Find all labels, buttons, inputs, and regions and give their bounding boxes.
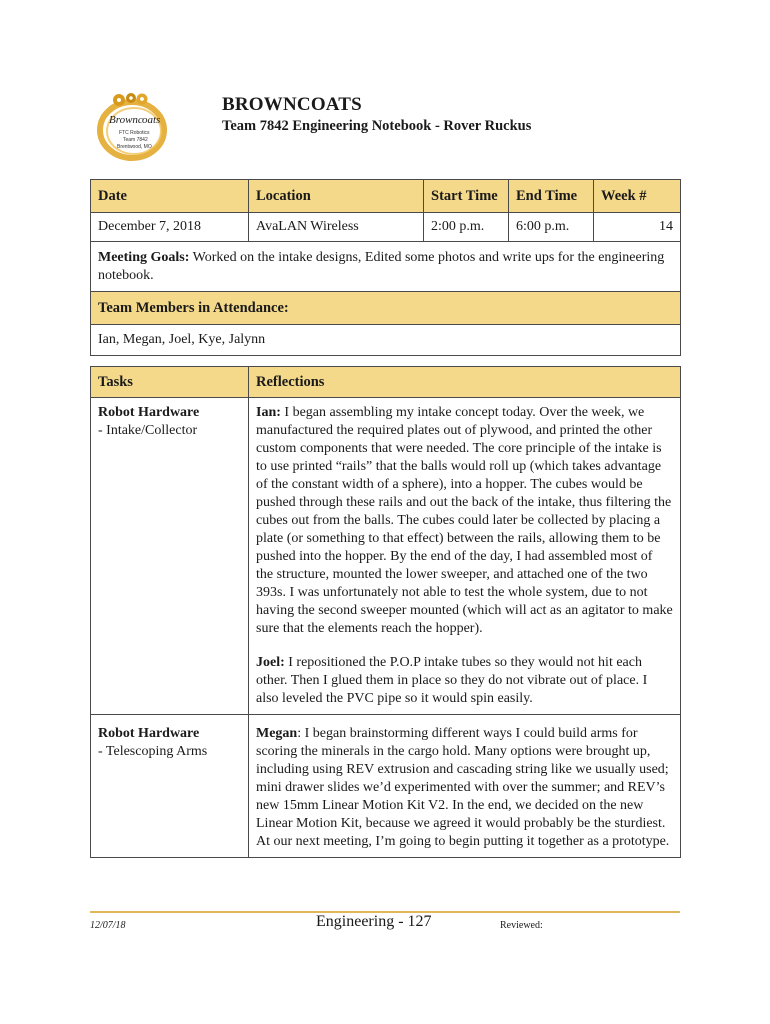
location-header: Location (249, 180, 424, 213)
meeting-info-value-row (91, 213, 681, 242)
attendance-list: Ian, Megan, Joel, Kye, Jalynn (91, 325, 681, 356)
reflection-text: I repositioned the P.O.P intake tubes so they would not hit each other. Then I glued them in place so they do not vibrate out of place. I also leveled the PVC pipe so it would spin easily. (256, 655, 648, 706)
date-value: December 7, 2018 (91, 213, 249, 242)
task-title: Robot Hardware (98, 405, 200, 420)
tasks-header: Tasks (91, 367, 249, 398)
meeting-info-header-row (91, 180, 681, 213)
task-title: Robot Hardware (98, 726, 200, 741)
meeting-goals-text: Worked on the intake designs, Edited some photos and write ups for the engineering notebook. (98, 250, 665, 283)
task-cell (91, 398, 249, 715)
meeting-info-table (90, 179, 681, 356)
logo-wordmark-end: oats (142, 114, 161, 126)
attendance-label: Team Members in Attendance: (91, 292, 681, 325)
tasks-table (90, 366, 681, 858)
logo-wordmark: Brownc (109, 114, 143, 126)
week-header: Week # (594, 180, 681, 213)
attendance-row (91, 325, 681, 356)
logo-line-3: Brentwood, MO (117, 144, 152, 150)
start-time-value: 2:00 p.m. (424, 213, 509, 242)
reflection-cell (249, 398, 681, 715)
start-time-header: Start Time (424, 180, 509, 213)
meeting-goals-row (91, 242, 681, 292)
reflection-author: Joel: (256, 655, 285, 670)
tasks-header-row (91, 367, 681, 398)
week-value: 14 (594, 213, 681, 242)
date-header: Date (91, 180, 249, 213)
reflection-text: I began assembling my intake concept today. Over the week, we manufactured the required plates out of plywood, and printed the other custom components that were needed. The core principle of the intake is to use printed “rails” that the balls would roll up (which takes advantage of the constant width of a sphere), into a hopper. The cubes would be pushed through these rails and out the back of the intake, thus filtering the cubes out from the balls. The cubes could later be collected by placing a plate (or something to that effect) between the rails, allowing them to be pushed into the hopper. By the end of the day, I had assembled most of the structure, mounted the lower sweeper, and attached one of the two 393s. I was unfortunately not able to test the whole system, due to not having the second sweeper mounted (which will act as an agitator to make sure that the elements reach the hopper). (256, 405, 673, 636)
end-time-header: End Time (509, 180, 594, 213)
task-cell (91, 715, 249, 858)
reflection-entry (256, 404, 673, 638)
end-time-value: 6:00 p.m. (509, 213, 594, 242)
team-logo (92, 90, 184, 162)
reviewed-label: Reviewed: (500, 920, 543, 931)
notebook-title: Team 7842 Engineering Notebook - Rover Ruckus (222, 118, 532, 134)
reflection-author: Ian: (256, 405, 281, 420)
location-value: AvaLAN Wireless (249, 213, 424, 242)
reflection-author: Megan (256, 726, 298, 741)
meeting-goals-label: Meeting Goals: (98, 250, 190, 265)
footer-date: 12/07/18 (90, 920, 126, 931)
task-row (91, 715, 681, 858)
logo-line-2: Team 7842 (123, 137, 148, 143)
reflection-cell (249, 715, 681, 858)
task-subtitle: - Intake/Collector (98, 423, 198, 438)
meeting-goals-cell (91, 242, 681, 292)
reflections-header: Reflections (249, 367, 681, 398)
reflection-text: : I began brainstorming different ways I could build arms for scoring the minerals in the cargo hold. Many options were brought up, including using REV extrusion and cascading string like we usually used; mini drawer slides we’d experimented with over the summer; and REV’s new 15mm Linear Motion Kit V2. In the end, we decided on the new Linear Motion Kit, because we agreed it would probably be the sturdiest. At our next meeting, I’m going to begin putting it together as a prototype. (256, 726, 670, 849)
task-subtitle: - Telescoping Arms (98, 744, 208, 759)
reflection-entry (256, 654, 673, 708)
attendance-header-row (91, 292, 681, 325)
logo-graphic (92, 90, 184, 162)
page-number: Engineering - 127 (316, 913, 432, 930)
logo-line-1: FTC Robotics (119, 130, 150, 136)
team-name: BROWNCOATS (222, 94, 362, 115)
task-row (91, 398, 681, 715)
reflection-entry (256, 725, 673, 851)
